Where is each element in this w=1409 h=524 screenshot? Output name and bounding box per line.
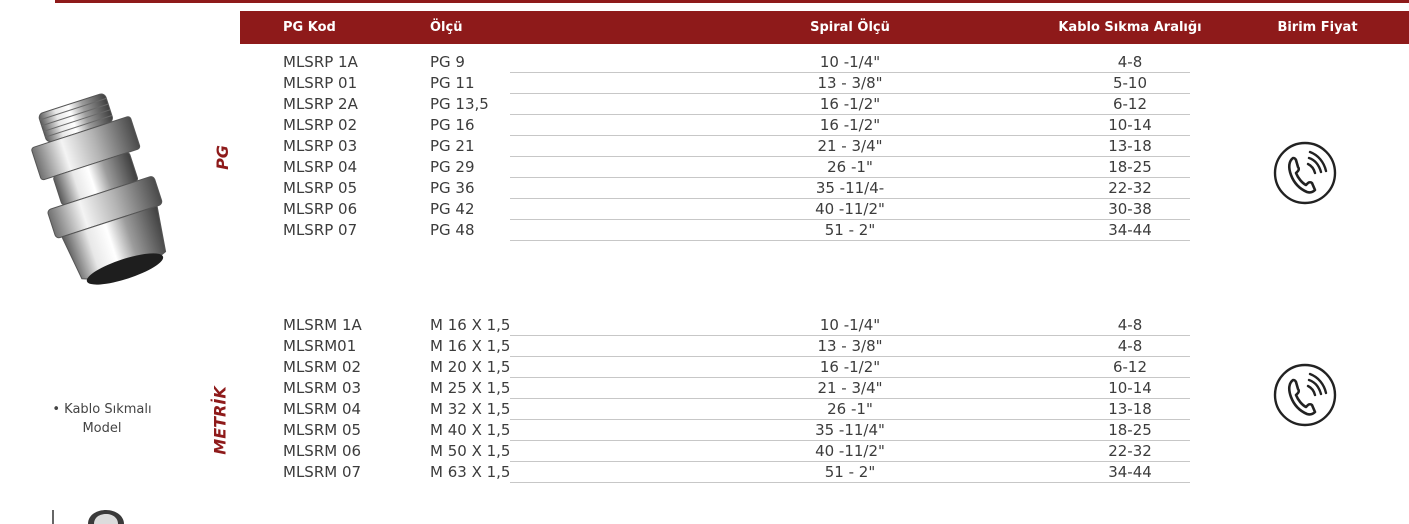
- cell-size: M 25 X 1,5: [430, 379, 511, 397]
- next-product-image: [40, 508, 140, 524]
- cell-clamp: 18-25: [1108, 158, 1152, 176]
- cell-spiral: 26 -1": [827, 158, 873, 176]
- cell-clamp: 4-8: [1117, 337, 1143, 355]
- header-clamp: Kablo Sıkma Aralığı: [1058, 20, 1202, 35]
- cell-clamp: 4-8: [1117, 53, 1143, 71]
- row-separator: [510, 419, 1190, 420]
- cell-code: MLSRP 07: [283, 221, 358, 239]
- cell-size: M 16 X 1,5: [430, 337, 511, 355]
- section-label-metrik: METRİK: [210, 386, 230, 455]
- table-row: [240, 421, 1200, 440]
- cell-clamp: 22-32: [1108, 442, 1152, 460]
- cell-size: PG 48: [430, 221, 475, 239]
- table-row: [240, 116, 1200, 135]
- cell-spiral: 40 -11/2": [815, 442, 885, 460]
- cell-size: PG 16: [430, 116, 475, 134]
- table-row: [240, 200, 1200, 219]
- cell-size: M 32 X 1,5: [430, 400, 511, 418]
- table-row: [240, 400, 1200, 419]
- table-row: [240, 442, 1200, 461]
- cell-code: MLSRM 07: [283, 463, 362, 481]
- table-row: [240, 95, 1200, 114]
- cell-clamp: 22-32: [1108, 179, 1152, 197]
- table-row: [240, 358, 1200, 377]
- cell-clamp: 10-14: [1108, 379, 1152, 397]
- cell-spiral: 10 -1/4": [819, 316, 881, 334]
- row-separator: [510, 335, 1190, 336]
- top-accent-line: [55, 0, 1409, 3]
- cell-clamp: 34-44: [1108, 463, 1152, 481]
- cell-clamp: 13-18: [1108, 137, 1152, 155]
- cell-spiral: 35 -11/4-: [815, 179, 885, 197]
- row-separator: [510, 114, 1190, 115]
- cell-size: PG 36: [430, 179, 475, 197]
- section-label-pg: PG: [212, 145, 232, 170]
- cell-size: M 63 X 1,5: [430, 463, 511, 481]
- cell-size: M 50 X 1,5: [430, 442, 511, 460]
- cell-code: MLSRM01: [283, 337, 357, 355]
- cell-size: PG 21: [430, 137, 475, 155]
- cell-clamp: 30-38: [1108, 200, 1152, 218]
- header-code: PG Kod: [283, 20, 336, 35]
- model-note-line1: • Kablo Sıkmalı: [52, 402, 152, 417]
- cell-clamp: 34-44: [1108, 221, 1152, 239]
- header-size: Ölçü: [430, 20, 463, 35]
- table-row: [240, 337, 1200, 356]
- cell-spiral: 13 - 3/8": [817, 74, 883, 92]
- header-price: Birim Fiyat: [1277, 20, 1358, 35]
- table-row: [240, 74, 1200, 93]
- cell-clamp: 18-25: [1108, 421, 1152, 439]
- model-note: [28, 400, 176, 438]
- cell-size: PG 42: [430, 200, 475, 218]
- cell-code: MLSRM 06: [283, 442, 362, 460]
- table-row: [240, 158, 1200, 177]
- cell-code: MLSRP 2A: [283, 95, 358, 113]
- row-separator: [510, 440, 1190, 441]
- table-row: [240, 137, 1200, 156]
- table-row: [240, 221, 1200, 240]
- row-separator: [510, 198, 1190, 199]
- cell-size: PG 9: [430, 53, 465, 71]
- row-separator: [510, 482, 1190, 483]
- cable-gland-image: [22, 90, 187, 305]
- cell-spiral: 40 -11/2": [815, 200, 885, 218]
- cell-code: MLSRM 05: [283, 421, 362, 439]
- row-separator: [510, 398, 1190, 399]
- cell-clamp: 6-12: [1112, 358, 1148, 376]
- cell-spiral: 21 - 3/4": [817, 379, 883, 397]
- cell-code: MLSRM 03: [283, 379, 362, 397]
- row-separator: [510, 156, 1190, 157]
- cell-code: MLSRM 02: [283, 358, 362, 376]
- table-row: [240, 379, 1200, 398]
- row-separator: [510, 356, 1190, 357]
- row-separator: [510, 72, 1190, 73]
- cell-size: M 40 X 1,5: [430, 421, 511, 439]
- table-row: [240, 316, 1200, 335]
- cell-spiral: 13 - 3/8": [817, 337, 883, 355]
- table-row: [240, 463, 1200, 482]
- cell-code: MLSRP 06: [283, 200, 358, 218]
- row-separator: [510, 461, 1190, 462]
- row-separator: [510, 377, 1190, 378]
- cell-code: MLSRP 03: [283, 137, 358, 155]
- cell-spiral: 26 -1": [827, 400, 873, 418]
- table-row: [240, 179, 1200, 198]
- row-separator: [510, 240, 1190, 241]
- phone-call-icon: [1272, 362, 1338, 428]
- cell-code: MLSRP 04: [283, 158, 358, 176]
- table-header: [240, 11, 1409, 44]
- cell-size: PG 13,5: [430, 95, 489, 113]
- cell-spiral: 51 - 2": [824, 221, 876, 239]
- cell-clamp: 6-12: [1112, 95, 1148, 113]
- cell-clamp: 13-18: [1108, 400, 1152, 418]
- cell-code: MLSRP 05: [283, 179, 358, 197]
- phone-call-icon: [1272, 140, 1338, 206]
- cell-size: M 20 X 1,5: [430, 358, 511, 376]
- cell-code: MLSRM 1A: [283, 316, 362, 334]
- cell-spiral: 10 -1/4": [819, 53, 881, 71]
- row-separator: [510, 93, 1190, 94]
- row-separator: [510, 219, 1190, 220]
- cell-spiral: 35 -11/4": [815, 421, 885, 439]
- cell-spiral: 21 - 3/4": [817, 137, 883, 155]
- cell-code: MLSRP 1A: [283, 53, 358, 71]
- cell-spiral: 16 -1/2": [819, 116, 881, 134]
- cell-spiral: 51 - 2": [824, 463, 876, 481]
- row-separator: [510, 177, 1190, 178]
- table-row: [240, 53, 1200, 72]
- cell-size: PG 11: [430, 74, 475, 92]
- cell-spiral: 16 -1/2": [819, 358, 881, 376]
- cell-size: PG 29: [430, 158, 475, 176]
- cell-size: M 16 X 1,5: [430, 316, 511, 334]
- model-note-line2: Model: [82, 421, 122, 436]
- cell-clamp: 4-8: [1117, 316, 1143, 334]
- row-separator: [510, 135, 1190, 136]
- cell-code: MLSRP 01: [283, 74, 358, 92]
- cell-code: MLSRM 04: [283, 400, 362, 418]
- cell-code: MLSRP 02: [283, 116, 358, 134]
- cell-clamp: 10-14: [1108, 116, 1152, 134]
- header-spiral: Spiral Ölçü: [810, 20, 890, 35]
- cell-clamp: 5-10: [1112, 74, 1148, 92]
- cell-spiral: 16 -1/2": [819, 95, 881, 113]
